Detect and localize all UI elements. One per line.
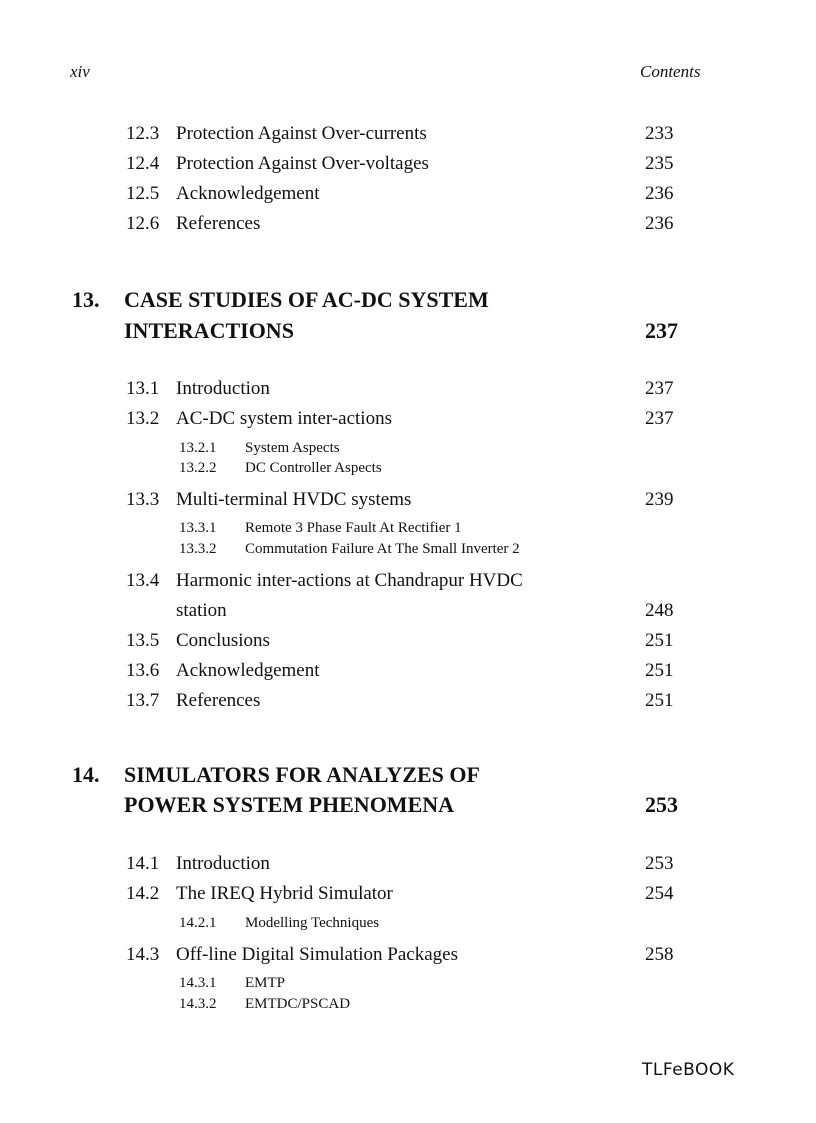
section-title-continuation: station: [176, 600, 227, 621]
toc-subentry: [179, 994, 350, 1014]
running-title: Contents: [640, 62, 701, 81]
section-number: 14.1: [126, 853, 160, 874]
toc-subentry: [179, 973, 285, 993]
subsection-title: Commutation Failure At The Small Inverter 2: [245, 541, 520, 557]
toc-entry: [126, 152, 429, 176]
subsection-number: 14.3.2: [179, 996, 217, 1012]
section-title: Introduction: [176, 853, 270, 874]
chapter-number: 13.: [72, 287, 100, 312]
toc-entry-continuation: [126, 599, 227, 623]
section-number: 12.6: [126, 213, 160, 234]
section-title: Acknowledgement: [176, 660, 320, 681]
section-page: 233: [645, 123, 674, 144]
toc-subentry: [179, 518, 462, 538]
section-number: 12.4: [126, 153, 160, 174]
subsection-title: EMTDC/PSCAD: [245, 996, 351, 1012]
section-page: 239: [645, 489, 674, 510]
toc-subentry: [179, 539, 520, 559]
subsection-title: Modelling Techniques: [245, 915, 380, 931]
section-title: Introduction: [176, 378, 270, 399]
chapter-page: 237: [645, 318, 678, 343]
section-page: 258: [645, 944, 674, 965]
section-number: 13.7: [126, 690, 160, 711]
section-page: 237: [645, 378, 674, 399]
toc-subentry: [179, 438, 340, 458]
section-number: 14.3: [126, 944, 160, 965]
toc-subentry: [179, 458, 382, 478]
subsection-title: System Aspects: [245, 440, 340, 456]
toc-entry: [126, 212, 260, 236]
subsection-title: DC Controller Aspects: [245, 460, 382, 476]
subsection-number: 13.2.1: [179, 440, 217, 456]
section-page: 235: [645, 153, 674, 174]
section-page: 251: [645, 690, 674, 711]
toc-entry: [126, 407, 392, 431]
toc-entry: [126, 943, 458, 967]
section-number: 13.4: [126, 570, 160, 591]
section-number: 12.5: [126, 183, 160, 204]
section-title: Protection Against Over-voltages: [176, 153, 429, 174]
section-title: Conclusions: [176, 630, 270, 651]
section-title: Off-line Digital Simulation Packages: [176, 944, 458, 965]
section-title: References: [176, 690, 261, 711]
toc-entry: [126, 122, 427, 146]
toc-entry: [126, 488, 411, 512]
subsection-number: 14.2.1: [179, 915, 217, 931]
toc-entry: [126, 182, 320, 206]
chapter-number: 14.: [72, 762, 100, 787]
subsection-number: 13.2.2: [179, 460, 217, 476]
section-title: Harmonic inter-actions at Chandrapur HVDC: [176, 570, 523, 591]
subsection-number: 13.3.2: [179, 541, 217, 557]
section-title: AC-DC system inter-actions: [176, 408, 392, 429]
toc-entry: [126, 569, 523, 593]
section-page: 251: [645, 630, 674, 651]
subsection-title: EMTP: [245, 975, 286, 991]
section-page: 254: [645, 883, 674, 904]
chapter-title-line2: INTERACTIONS: [124, 318, 294, 343]
subsection-title: Remote 3 Phase Fault At Rectifier 1: [245, 520, 462, 536]
chapter-title-line2: POWER SYSTEM PHENOMENA: [124, 792, 455, 817]
toc-entry: [126, 689, 260, 713]
section-page: 236: [645, 213, 674, 234]
section-page: 248: [645, 600, 674, 621]
toc-entry: [126, 659, 320, 683]
section-title: References: [176, 213, 261, 234]
section-number: 12.3: [126, 123, 160, 144]
toc-entry: [126, 629, 270, 653]
section-number: 13.3: [126, 489, 160, 510]
toc-entry: [126, 882, 393, 906]
chapter-title-line1: CASE STUDIES OF AC-DC SYSTEM: [124, 287, 489, 312]
toc-entry: [126, 852, 270, 876]
section-page: 253: [645, 853, 674, 874]
chapter-title-line1: SIMULATORS FOR ANALYZES OF: [124, 762, 480, 787]
section-page: 251: [645, 660, 674, 681]
section-number: 13.1: [126, 378, 160, 399]
subsection-number: 13.3.1: [179, 520, 217, 536]
page-number: xiv: [70, 62, 90, 81]
section-page: 236: [645, 183, 674, 204]
section-title: Protection Against Over-currents: [176, 123, 427, 144]
watermark-text: TLFeBOOK: [642, 1060, 735, 1080]
section-page: 237: [645, 408, 674, 429]
section-number: 14.2: [126, 883, 160, 904]
toc-entry: [126, 377, 270, 401]
section-number: 13.2: [126, 408, 160, 429]
chapter-page: 253: [645, 792, 678, 817]
section-title: Acknowledgement: [176, 183, 320, 204]
section-number: 13.6: [126, 660, 160, 681]
subsection-number: 14.3.1: [179, 975, 217, 991]
section-title: Multi-terminal HVDC systems: [176, 489, 412, 510]
section-number: 13.5: [126, 630, 160, 651]
section-title: The IREQ Hybrid Simulator: [176, 883, 393, 904]
toc-subentry: [179, 913, 379, 933]
